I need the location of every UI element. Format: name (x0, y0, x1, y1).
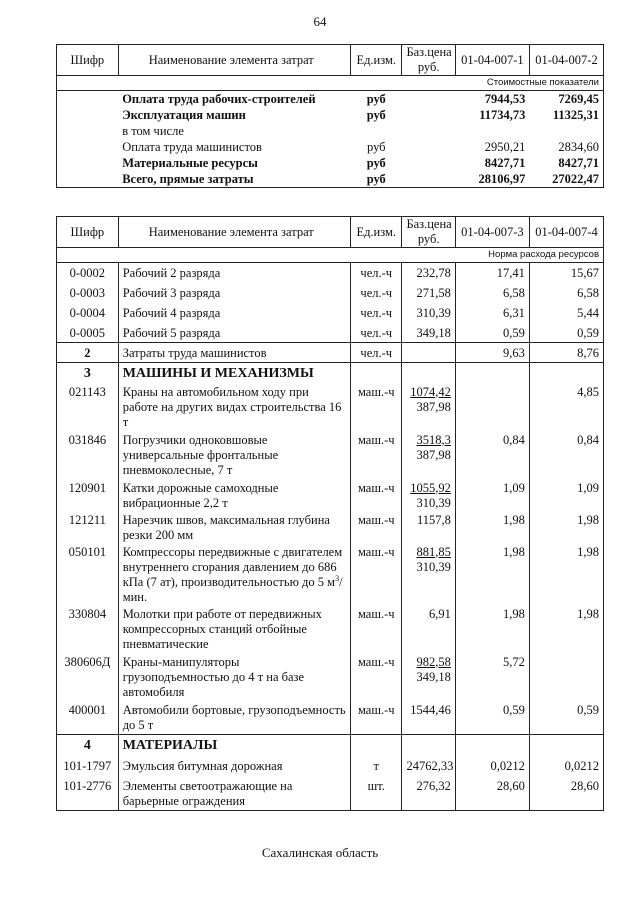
row-value-1: 1,98 (455, 607, 529, 655)
row-price: 276,32 (402, 777, 455, 811)
row-price (402, 433, 455, 481)
row-name: Рабочий 3 разряда (118, 283, 350, 303)
row-unit: руб (366, 108, 386, 122)
row-unit: руб (366, 156, 386, 170)
row-unit: маш.-ч (351, 655, 402, 703)
row-name: Катки дорожные самоходные вибрационные 2,2 т (118, 481, 350, 513)
header-unit: Ед.изм. (351, 217, 402, 248)
row-unit: чел.-ч (351, 343, 402, 363)
row-value-2: 0,84 (529, 433, 603, 481)
row-unit: маш.-ч (351, 607, 402, 655)
row-value-2: 1,09 (529, 481, 603, 513)
row-price: 1544,46 (402, 703, 455, 735)
row-code: 0-0005 (57, 323, 119, 343)
resource-norms-table (56, 216, 604, 811)
row-value-1: 0,59 (455, 703, 529, 735)
row-code: 101-1797 (57, 757, 119, 777)
row-unit: шт. (351, 777, 402, 811)
row-name: Краны-манипуляторы грузоподъемностью до 4 т на базе автомобиля (118, 655, 350, 703)
row-code: 021143 (57, 385, 119, 433)
row-value-2: 8427,71 (529, 155, 603, 171)
row-unit: маш.-ч (351, 703, 402, 735)
superscript-3: 3 (335, 573, 340, 583)
row-unit: руб (366, 140, 386, 154)
row-value-1: 2950,21 (484, 140, 526, 154)
row-price: 310,39 (402, 303, 455, 323)
row-unit: маш.-ч (351, 545, 402, 607)
row-name: Элементы светоотражающие на барьерные ограждения (118, 777, 350, 811)
table-row (57, 303, 604, 323)
row-value-1: 11734,73 (479, 108, 526, 122)
row-value-1: 1,09 (455, 481, 529, 513)
row-name-suffix: /мин. (122, 574, 343, 604)
row-value-1: 6,58 (455, 283, 529, 303)
row-name: Нарезчик швов, максимальная глубина резки 200 мм (118, 513, 350, 545)
row-name: Рабочий 4 разряда (118, 303, 350, 323)
header-col-007-3: 01-04-007-3 (455, 217, 529, 248)
row-unit: т (351, 757, 402, 777)
row-unit: чел.-ч (351, 303, 402, 323)
row-unit: чел.-ч (351, 283, 402, 303)
cost-indicators-table (56, 44, 604, 188)
row-name: Всего, прямые затраты (118, 171, 350, 188)
row-unit: маш.-ч (351, 385, 402, 433)
price-total: 1055,92 (410, 480, 451, 495)
page-footer: Сахалинская область (261, 845, 379, 860)
price-operator: 349,18 (416, 669, 451, 684)
subheader-label: Норма расхода ресурсов (57, 248, 604, 263)
header-base-price: Баз.цена руб. (402, 217, 455, 248)
row-name: Эксплуатация машин (122, 108, 246, 122)
row-unit: маш.-ч (351, 433, 402, 481)
section-row (57, 343, 604, 363)
row-value-1: 17,41 (455, 263, 529, 283)
subheader-row (57, 76, 604, 91)
row-value-1: 6,31 (455, 303, 529, 323)
row-value-2: 1,98 (529, 513, 603, 545)
price-operator: 387,98 (416, 399, 451, 414)
header-base-price: Баз.цена руб. (402, 45, 455, 76)
row-name: Рабочий 5 разряда (118, 323, 350, 343)
header-code: Шифр (57, 217, 119, 248)
table-row (57, 139, 604, 155)
row-name: Эмульсия битумная дорожная (118, 757, 350, 777)
row-value-2: 6,58 (529, 283, 603, 303)
row-value-2: 2834,60 (529, 139, 603, 155)
row-value-2: 27022,47 (529, 171, 603, 188)
row-name: Молотки при работе от передвижных компрессорных станций отбойные пневматические (118, 607, 350, 655)
table-row (57, 513, 604, 545)
table-row (57, 283, 604, 303)
table-header-row (57, 45, 604, 76)
row-price: 1157,8 (402, 513, 455, 545)
section-row (57, 363, 604, 385)
header-unit: Ед.изм. (351, 45, 402, 76)
section-number: 3 (57, 363, 119, 385)
row-value-2 (529, 655, 603, 703)
row-unit: маш.-ч (351, 513, 402, 545)
row-value-2: 11325,31 (529, 107, 603, 123)
row-name: Оплата труда рабочих-строителей (122, 92, 316, 106)
row-value-2: 28,60 (529, 777, 603, 811)
table-row (57, 263, 604, 283)
table-row (57, 323, 604, 343)
price-total: 3518,3 (416, 432, 451, 447)
row-code: 101-2776 (57, 777, 119, 811)
row-name (118, 545, 350, 607)
row-name: Оплата труда машинистов (122, 140, 262, 154)
price-total: 1074,42 (410, 384, 451, 399)
row-name: Затраты труда машинистов (118, 343, 350, 363)
row-value-2: 0,59 (529, 703, 603, 735)
row-value-2: 5,44 (529, 303, 603, 323)
row-unit: руб (351, 171, 402, 188)
row-value-1: 28106,97 (455, 171, 529, 188)
row-unit: руб (366, 92, 386, 106)
row-name: в том числе (122, 124, 184, 138)
header-col-007-4: 01-04-007-4 (529, 217, 603, 248)
subheader-label: Стоимостные показатели (57, 76, 604, 91)
row-code: 400001 (57, 703, 119, 735)
header-name: Наименование элемента затрат (118, 45, 350, 76)
price-operator: 310,39 (416, 495, 451, 510)
row-name: Материальные ресурсы (122, 156, 258, 170)
row-value-1: 28,60 (455, 777, 529, 811)
price-operator: 310,39 (416, 559, 451, 574)
row-value-2: 0,0212 (529, 757, 603, 777)
row-code: 380606Д (57, 655, 119, 703)
row-code: 120901 (57, 481, 119, 513)
page-number: 64 (313, 14, 327, 29)
row-code: 0-0003 (57, 283, 119, 303)
table-row (57, 155, 604, 171)
row-price: 24762,33 (402, 757, 455, 777)
price-total: 982,58 (416, 654, 451, 669)
row-price: 6,91 (402, 607, 455, 655)
row-price (402, 655, 455, 703)
row-value-2: 1,98 (529, 607, 603, 655)
row-unit: чел.-ч (351, 323, 402, 343)
price-total: 881,85 (416, 544, 451, 559)
table-row (57, 545, 604, 607)
header-col-007-2: 01-04-007-2 (529, 45, 603, 76)
section-row (57, 735, 604, 757)
row-name: Автомобили бортовые, грузоподъемность до 5 т (118, 703, 350, 735)
table-row (57, 703, 604, 735)
row-value-1: 1,98 (455, 513, 529, 545)
row-value-1: 0,0212 (455, 757, 529, 777)
row-value-1: 0,84 (455, 433, 529, 481)
section-number: 4 (57, 735, 119, 757)
table-row (57, 757, 604, 777)
row-name: Краны на автомобильном ходу при работе на других видах строительства 16 т (118, 385, 350, 433)
row-code: 330804 (57, 607, 119, 655)
row-value-1 (455, 385, 529, 433)
row-price: 271,58 (402, 283, 455, 303)
table-header-row (57, 217, 604, 248)
table-row (57, 123, 604, 139)
row-price: 232,78 (402, 263, 455, 283)
row-code: 050101 (57, 545, 119, 607)
row-value-1: 7944,53 (484, 92, 526, 106)
table-row (57, 385, 604, 433)
row-name: Рабочий 2 разряда (118, 263, 350, 283)
table-row (57, 481, 604, 513)
section-title: МАШИНЫ И МЕХАНИЗМЫ (118, 363, 350, 385)
row-unit: маш.-ч (351, 481, 402, 513)
row-value-2: 15,67 (529, 263, 603, 283)
row-value-1: 8427,71 (484, 156, 526, 170)
table-row (57, 655, 604, 703)
row-code: 0-0002 (57, 263, 119, 283)
table-row (57, 777, 604, 811)
table-row (57, 607, 604, 655)
header-name: Наименование элемента затрат (118, 217, 350, 248)
subheader-row (57, 248, 604, 263)
row-code: 121211 (57, 513, 119, 545)
price-operator: 387,98 (416, 447, 451, 462)
row-name: Погрузчики одноковшовые универсальные фронтальные пневмоколесные, 7 т (118, 433, 350, 481)
row-value-2: 0,59 (529, 323, 603, 343)
row-code: 031846 (57, 433, 119, 481)
row-value-2: 4,85 (529, 385, 603, 433)
row-value-2: 8,76 (529, 343, 603, 363)
row-code: 2 (57, 343, 119, 363)
header-code: Шифр (57, 45, 119, 76)
row-value-1: 1,98 (455, 545, 529, 607)
row-unit: чел.-ч (351, 263, 402, 283)
row-value-1: 9,63 (455, 343, 529, 363)
row-value-1: 0,59 (455, 323, 529, 343)
table-row (57, 171, 604, 188)
row-price (402, 545, 455, 607)
table-row (57, 107, 604, 123)
table-row (57, 91, 604, 108)
header-col-007-1: 01-04-007-1 (455, 45, 529, 76)
row-value-1: 5,72 (455, 655, 529, 703)
row-value-2: 7269,45 (529, 91, 603, 108)
row-price (402, 481, 455, 513)
row-value-2: 1,98 (529, 545, 603, 607)
table-row (57, 433, 604, 481)
row-name-text: Компрессоры передвижные с двигателем внутреннего сгорания давлением до 686 кПа (7 ат), производительностью до 5 м (122, 544, 343, 589)
row-code: 0-0004 (57, 303, 119, 323)
row-price: 349,18 (402, 323, 455, 343)
row-price (402, 385, 455, 433)
section-title: МАТЕРИАЛЫ (118, 735, 350, 757)
